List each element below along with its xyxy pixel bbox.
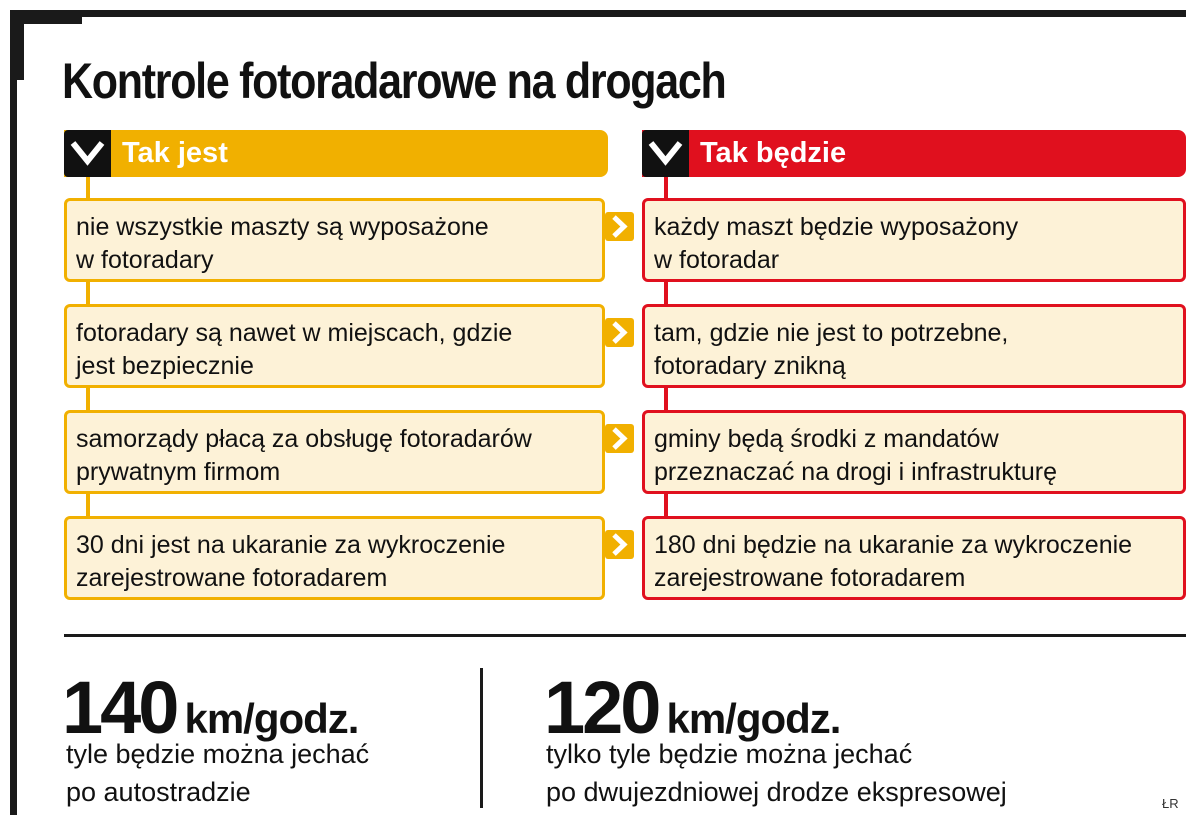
- speed-value: 140: [62, 666, 177, 749]
- speed-description: tylko tyle będzie można jechać po dwujezdniowej drodze ekspresowej: [546, 739, 1007, 807]
- frame-top-rule: [10, 10, 1186, 17]
- card-text: samorządy płacą za obsługę fotoradarów prywatnym firmom: [76, 425, 532, 486]
- card-text: 30 dni jest na ukaranie za wykroczenie zarejestrowane fotoradarem: [76, 531, 506, 592]
- card-text: 180 dni będzie na ukaranie za wykroczenie zarejestrowane fotoradarem: [654, 531, 1133, 592]
- current-state-card: [64, 304, 605, 388]
- speed-description: tyle będzie można jechać po autostradzie: [66, 739, 370, 807]
- chevron-right-icon: [605, 424, 634, 453]
- speed-unit: km/godz.: [184, 695, 359, 742]
- column-header-label: Tak jest: [122, 137, 228, 169]
- section-divider: [64, 634, 1186, 637]
- card-text: każdy maszt będzie wyposażony w fotoradar: [654, 213, 1019, 274]
- chevron-right-icon: [605, 318, 634, 347]
- card-text: gminy będą środki z mandatów przeznaczać na drogi i infrastrukturę: [654, 425, 1057, 486]
- page-title: Kontrole fotoradarowe na drogach: [62, 53, 726, 109]
- column-header-current: [64, 130, 608, 177]
- author-credit: ŁR: [1162, 796, 1179, 811]
- future-state-card: [642, 410, 1186, 494]
- card-text: tam, gdzie nie jest to potrzebne, fotoradary znikną: [654, 319, 1009, 380]
- card-text: nie wszystkie maszty są wyposażone w fotoradary: [76, 213, 489, 274]
- current-state-card: [64, 516, 605, 600]
- column-header-label: Tak będzie: [700, 137, 847, 169]
- speed-unit: km/godz.: [666, 695, 841, 742]
- current-state-card: [64, 410, 605, 494]
- chevron-down-icon: [642, 130, 689, 177]
- chevron-right-icon: [605, 212, 634, 241]
- future-state-card: [642, 516, 1186, 600]
- stats-separator: [480, 668, 483, 808]
- card-text: fotoradary są nawet w miejscach, gdzie jest bezpiecznie: [76, 319, 513, 380]
- frame-left-rule: [10, 10, 17, 815]
- future-state-card: [642, 198, 1186, 282]
- current-state-card: [64, 198, 605, 282]
- column-header-future: [642, 130, 1186, 177]
- speed-value: 120: [544, 666, 659, 749]
- chevron-down-icon: [64, 130, 111, 177]
- chevron-right-icon: [605, 530, 634, 559]
- frame-corner-tab: [10, 10, 24, 80]
- future-state-card: [642, 304, 1186, 388]
